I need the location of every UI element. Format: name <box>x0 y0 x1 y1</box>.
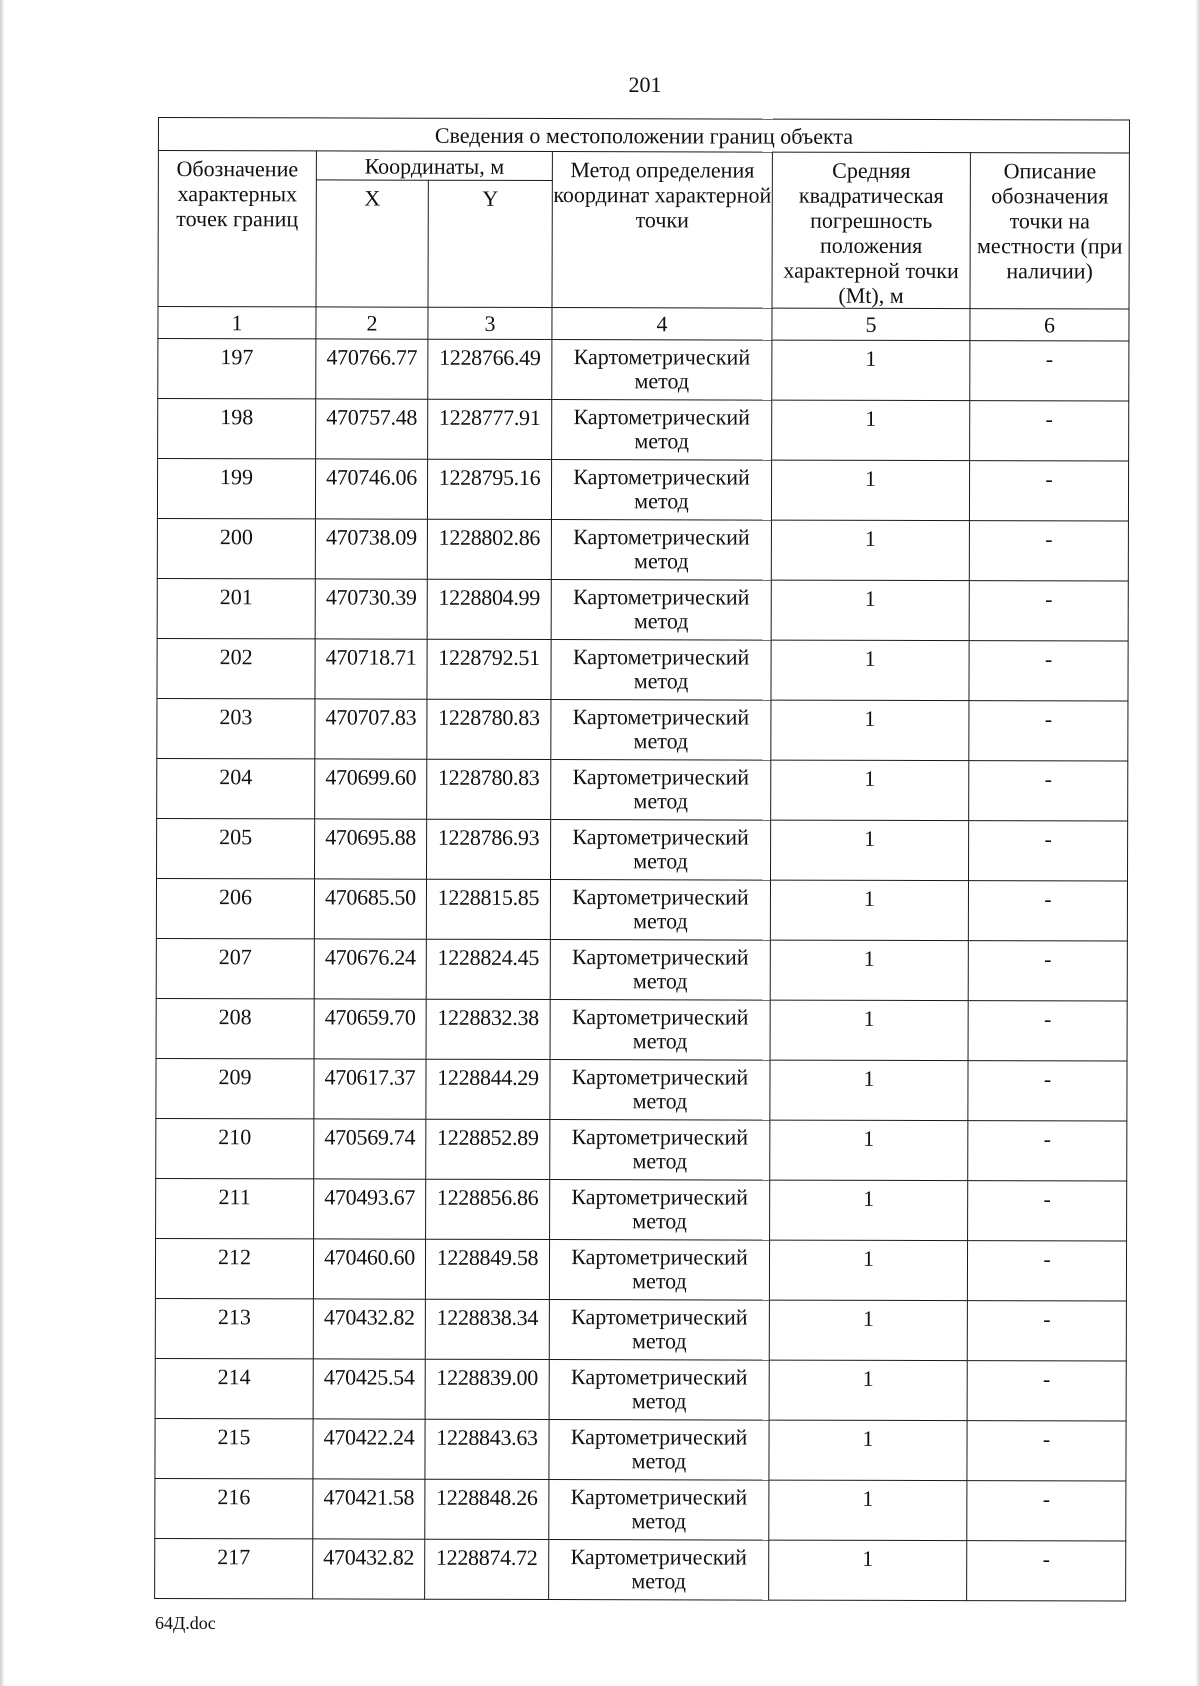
cell-description: - <box>969 521 1128 581</box>
cell-point: 217 <box>155 1538 313 1598</box>
cell-x: 470699.60 <box>315 759 427 819</box>
cell-error: 1 <box>769 1240 967 1301</box>
cell-point: 200 <box>157 518 315 578</box>
cell-y: 1228848.26 <box>425 1479 549 1539</box>
column-number: 4 <box>552 308 772 341</box>
cell-y: 1228802.86 <box>427 519 551 579</box>
table-row <box>155 1478 1126 1541</box>
table-header-row <box>158 151 1129 183</box>
cell-point: 199 <box>157 459 315 519</box>
cell-method: Картометрический метод <box>551 820 771 881</box>
cell-x: 470422.24 <box>313 1419 425 1479</box>
table-row <box>157 818 1128 881</box>
cell-point: 208 <box>156 998 314 1058</box>
header-method: Метод определения координат характерной точки <box>552 152 772 309</box>
cell-description: - <box>968 1061 1127 1121</box>
cell-method: Картометрический метод <box>552 340 772 401</box>
cell-method: Картометрический метод <box>549 1300 769 1361</box>
cell-x: 470425.54 <box>313 1359 425 1419</box>
cell-point: 214 <box>155 1358 313 1418</box>
cell-error: 1 <box>770 1180 968 1241</box>
table-caption-row <box>158 118 1129 154</box>
cell-description: - <box>969 641 1128 701</box>
cell-x: 470421.58 <box>313 1479 425 1539</box>
table-caption: Сведения о местоположении границ объекта <box>158 118 1129 154</box>
cell-x: 470718.71 <box>315 639 427 699</box>
cell-point: 209 <box>156 1058 314 1118</box>
cell-method: Картометрический метод <box>551 640 771 701</box>
cell-description: - <box>967 1361 1126 1421</box>
table-row <box>156 1178 1127 1241</box>
cell-y: 1228780.83 <box>427 759 551 819</box>
cell-y: 1228839.00 <box>425 1359 549 1419</box>
cell-x: 470460.60 <box>313 1239 425 1299</box>
cell-y: 1228815.85 <box>426 879 550 939</box>
cell-y: 1228844.29 <box>426 1059 550 1119</box>
cell-description: - <box>968 881 1127 941</box>
column-number: 5 <box>772 308 970 341</box>
cell-point: 211 <box>156 1178 314 1238</box>
table-row <box>157 459 1128 522</box>
cell-description: - <box>969 701 1128 761</box>
cell-description: - <box>970 341 1129 401</box>
cell-error: 1 <box>770 1120 968 1181</box>
table-row <box>158 339 1129 402</box>
cell-point: 215 <box>155 1418 313 1478</box>
cell-y: 1228804.99 <box>427 579 551 639</box>
cell-method: Картометрический метод <box>550 1000 770 1061</box>
cell-description: - <box>969 461 1128 521</box>
cell-error: 1 <box>770 1060 968 1121</box>
table-row <box>156 998 1127 1061</box>
cell-point: 206 <box>156 878 314 938</box>
cell-error: 1 <box>771 700 969 761</box>
cell-error: 1 <box>770 940 968 1001</box>
cell-point: 213 <box>155 1298 313 1358</box>
column-number: 2 <box>316 307 428 339</box>
cell-x: 470617.37 <box>314 1059 426 1119</box>
cell-method: Картометрический метод <box>550 1180 770 1241</box>
cell-x: 470746.06 <box>315 459 427 519</box>
cell-x: 470569.74 <box>314 1119 426 1179</box>
cell-description: - <box>967 1481 1126 1541</box>
cell-method: Картометрический метод <box>550 880 770 941</box>
footer-filename: 64Д.doc <box>155 1613 216 1633</box>
cell-description: - <box>967 1421 1126 1481</box>
header-y: Y <box>428 180 552 307</box>
header-point: Обозначение характерных точек границ <box>158 151 316 307</box>
cell-error: 1 <box>771 580 969 641</box>
cell-y: 1228780.83 <box>427 699 551 759</box>
cell-x: 470432.82 <box>313 1539 425 1599</box>
cell-point: 207 <box>156 938 314 998</box>
table-row <box>156 938 1127 1001</box>
cell-method: Картометрический метод <box>550 940 770 1001</box>
cell-error: 1 <box>769 1540 967 1601</box>
cell-point: 201 <box>157 578 315 638</box>
cell-method: Картометрический метод <box>551 700 771 761</box>
scan-edge-right <box>1196 0 1200 1686</box>
cell-point: 203 <box>157 698 315 758</box>
cell-y: 1228852.89 <box>426 1119 550 1179</box>
table-row <box>155 1538 1126 1601</box>
cell-point: 212 <box>155 1238 313 1298</box>
cell-x: 470766.77 <box>316 339 428 399</box>
cell-y: 1228838.34 <box>425 1299 549 1359</box>
cell-error: 1 <box>769 1420 967 1481</box>
cell-x: 470659.70 <box>314 999 426 1059</box>
cell-point: 216 <box>155 1478 313 1538</box>
cell-y: 1228849.58 <box>425 1239 549 1299</box>
cell-x: 470730.39 <box>315 579 427 639</box>
cell-error: 1 <box>772 340 970 401</box>
table-row <box>156 1118 1127 1181</box>
cell-y: 1228777.91 <box>428 399 552 459</box>
cell-description: - <box>970 401 1129 461</box>
cell-description: - <box>968 1001 1127 1061</box>
cell-error: 1 <box>771 640 969 701</box>
cell-method: Картометрический метод <box>551 520 771 581</box>
cell-error: 1 <box>770 880 968 941</box>
header-error: Средняя квадратическая погрешность положения характерной точки (Mt), м <box>772 152 970 309</box>
cell-x: 470493.67 <box>314 1179 426 1239</box>
table-row <box>157 758 1128 821</box>
table-body <box>155 339 1129 1602</box>
cell-method: Картометрический метод <box>550 1120 770 1181</box>
cell-method: Картометрический метод <box>549 1360 769 1421</box>
cell-error: 1 <box>771 460 969 521</box>
cell-x: 470676.24 <box>314 939 426 999</box>
header-description: Описание обозначения точки на местности (при наличии) <box>970 153 1129 309</box>
header-coordinates: Координаты, м <box>316 151 552 181</box>
cell-y: 1228874.72 <box>425 1539 549 1599</box>
cell-method: Картометрический метод <box>551 580 771 641</box>
table-row <box>157 638 1128 701</box>
cell-point: 205 <box>157 818 315 878</box>
cell-error: 1 <box>771 760 969 821</box>
table-row <box>155 1238 1126 1301</box>
cell-point: 204 <box>157 758 315 818</box>
cell-error: 1 <box>771 520 969 581</box>
cell-error: 1 <box>769 1300 967 1361</box>
cell-error: 1 <box>769 1480 967 1541</box>
cell-description: - <box>969 761 1128 821</box>
page-number: 201 <box>628 72 662 97</box>
cell-x: 470432.82 <box>313 1299 425 1359</box>
cell-point: 202 <box>157 638 315 698</box>
cell-description: - <box>968 1181 1127 1241</box>
cell-description: - <box>967 1241 1126 1301</box>
column-number: 3 <box>428 307 552 339</box>
cell-y: 1228824.45 <box>426 939 550 999</box>
table-row <box>158 399 1129 462</box>
cell-description: - <box>968 941 1127 1001</box>
cell-point: 197 <box>158 339 316 399</box>
cell-y: 1228792.51 <box>427 639 551 699</box>
cell-method: Картометрический метод <box>551 460 771 521</box>
boundary-coordinates-table <box>154 117 1130 1602</box>
cell-description: - <box>968 1121 1127 1181</box>
column-number: 6 <box>970 309 1129 341</box>
cell-y: 1228856.86 <box>426 1179 550 1239</box>
cell-description: - <box>967 1541 1126 1601</box>
table-row <box>157 578 1128 641</box>
table-row <box>155 1358 1126 1421</box>
cell-point: 210 <box>156 1118 314 1178</box>
cell-method: Картометрический метод <box>551 760 771 821</box>
cell-error: 1 <box>771 820 969 881</box>
cell-description: - <box>967 1301 1126 1361</box>
cell-method: Картометрический метод <box>549 1240 769 1301</box>
cell-error: 1 <box>770 1000 968 1061</box>
table-row <box>157 698 1128 761</box>
table-row <box>156 878 1127 941</box>
cell-method: Картометрический метод <box>549 1420 769 1481</box>
cell-y: 1228843.63 <box>425 1419 549 1479</box>
cell-point: 198 <box>158 399 316 459</box>
column-number-row <box>158 307 1129 342</box>
cell-x: 470757.48 <box>316 399 428 459</box>
table-row <box>156 1058 1127 1121</box>
cell-description: - <box>969 821 1128 881</box>
cell-x: 470707.83 <box>315 699 427 759</box>
table-row <box>157 518 1128 581</box>
cell-x: 470738.09 <box>315 519 427 579</box>
table-row <box>155 1418 1126 1481</box>
cell-x: 470685.50 <box>314 879 426 939</box>
header-x: X <box>316 180 428 307</box>
cell-method: Картометрический метод <box>552 400 772 461</box>
cell-method: Картометрический метод <box>550 1060 770 1121</box>
cell-description: - <box>969 581 1128 641</box>
cell-error: 1 <box>772 400 970 461</box>
cell-y: 1228766.49 <box>428 339 552 399</box>
cell-y: 1228832.38 <box>426 999 550 1059</box>
cell-method: Картометрический метод <box>549 1540 769 1601</box>
cell-y: 1228786.93 <box>427 819 551 879</box>
cell-method: Картометрический метод <box>549 1480 769 1541</box>
cell-error: 1 <box>769 1360 967 1421</box>
table-row <box>155 1298 1126 1361</box>
column-number: 1 <box>158 307 316 339</box>
scan-edge-left <box>0 0 4 1686</box>
cell-y: 1228795.16 <box>427 459 551 519</box>
cell-x: 470695.88 <box>315 819 427 879</box>
